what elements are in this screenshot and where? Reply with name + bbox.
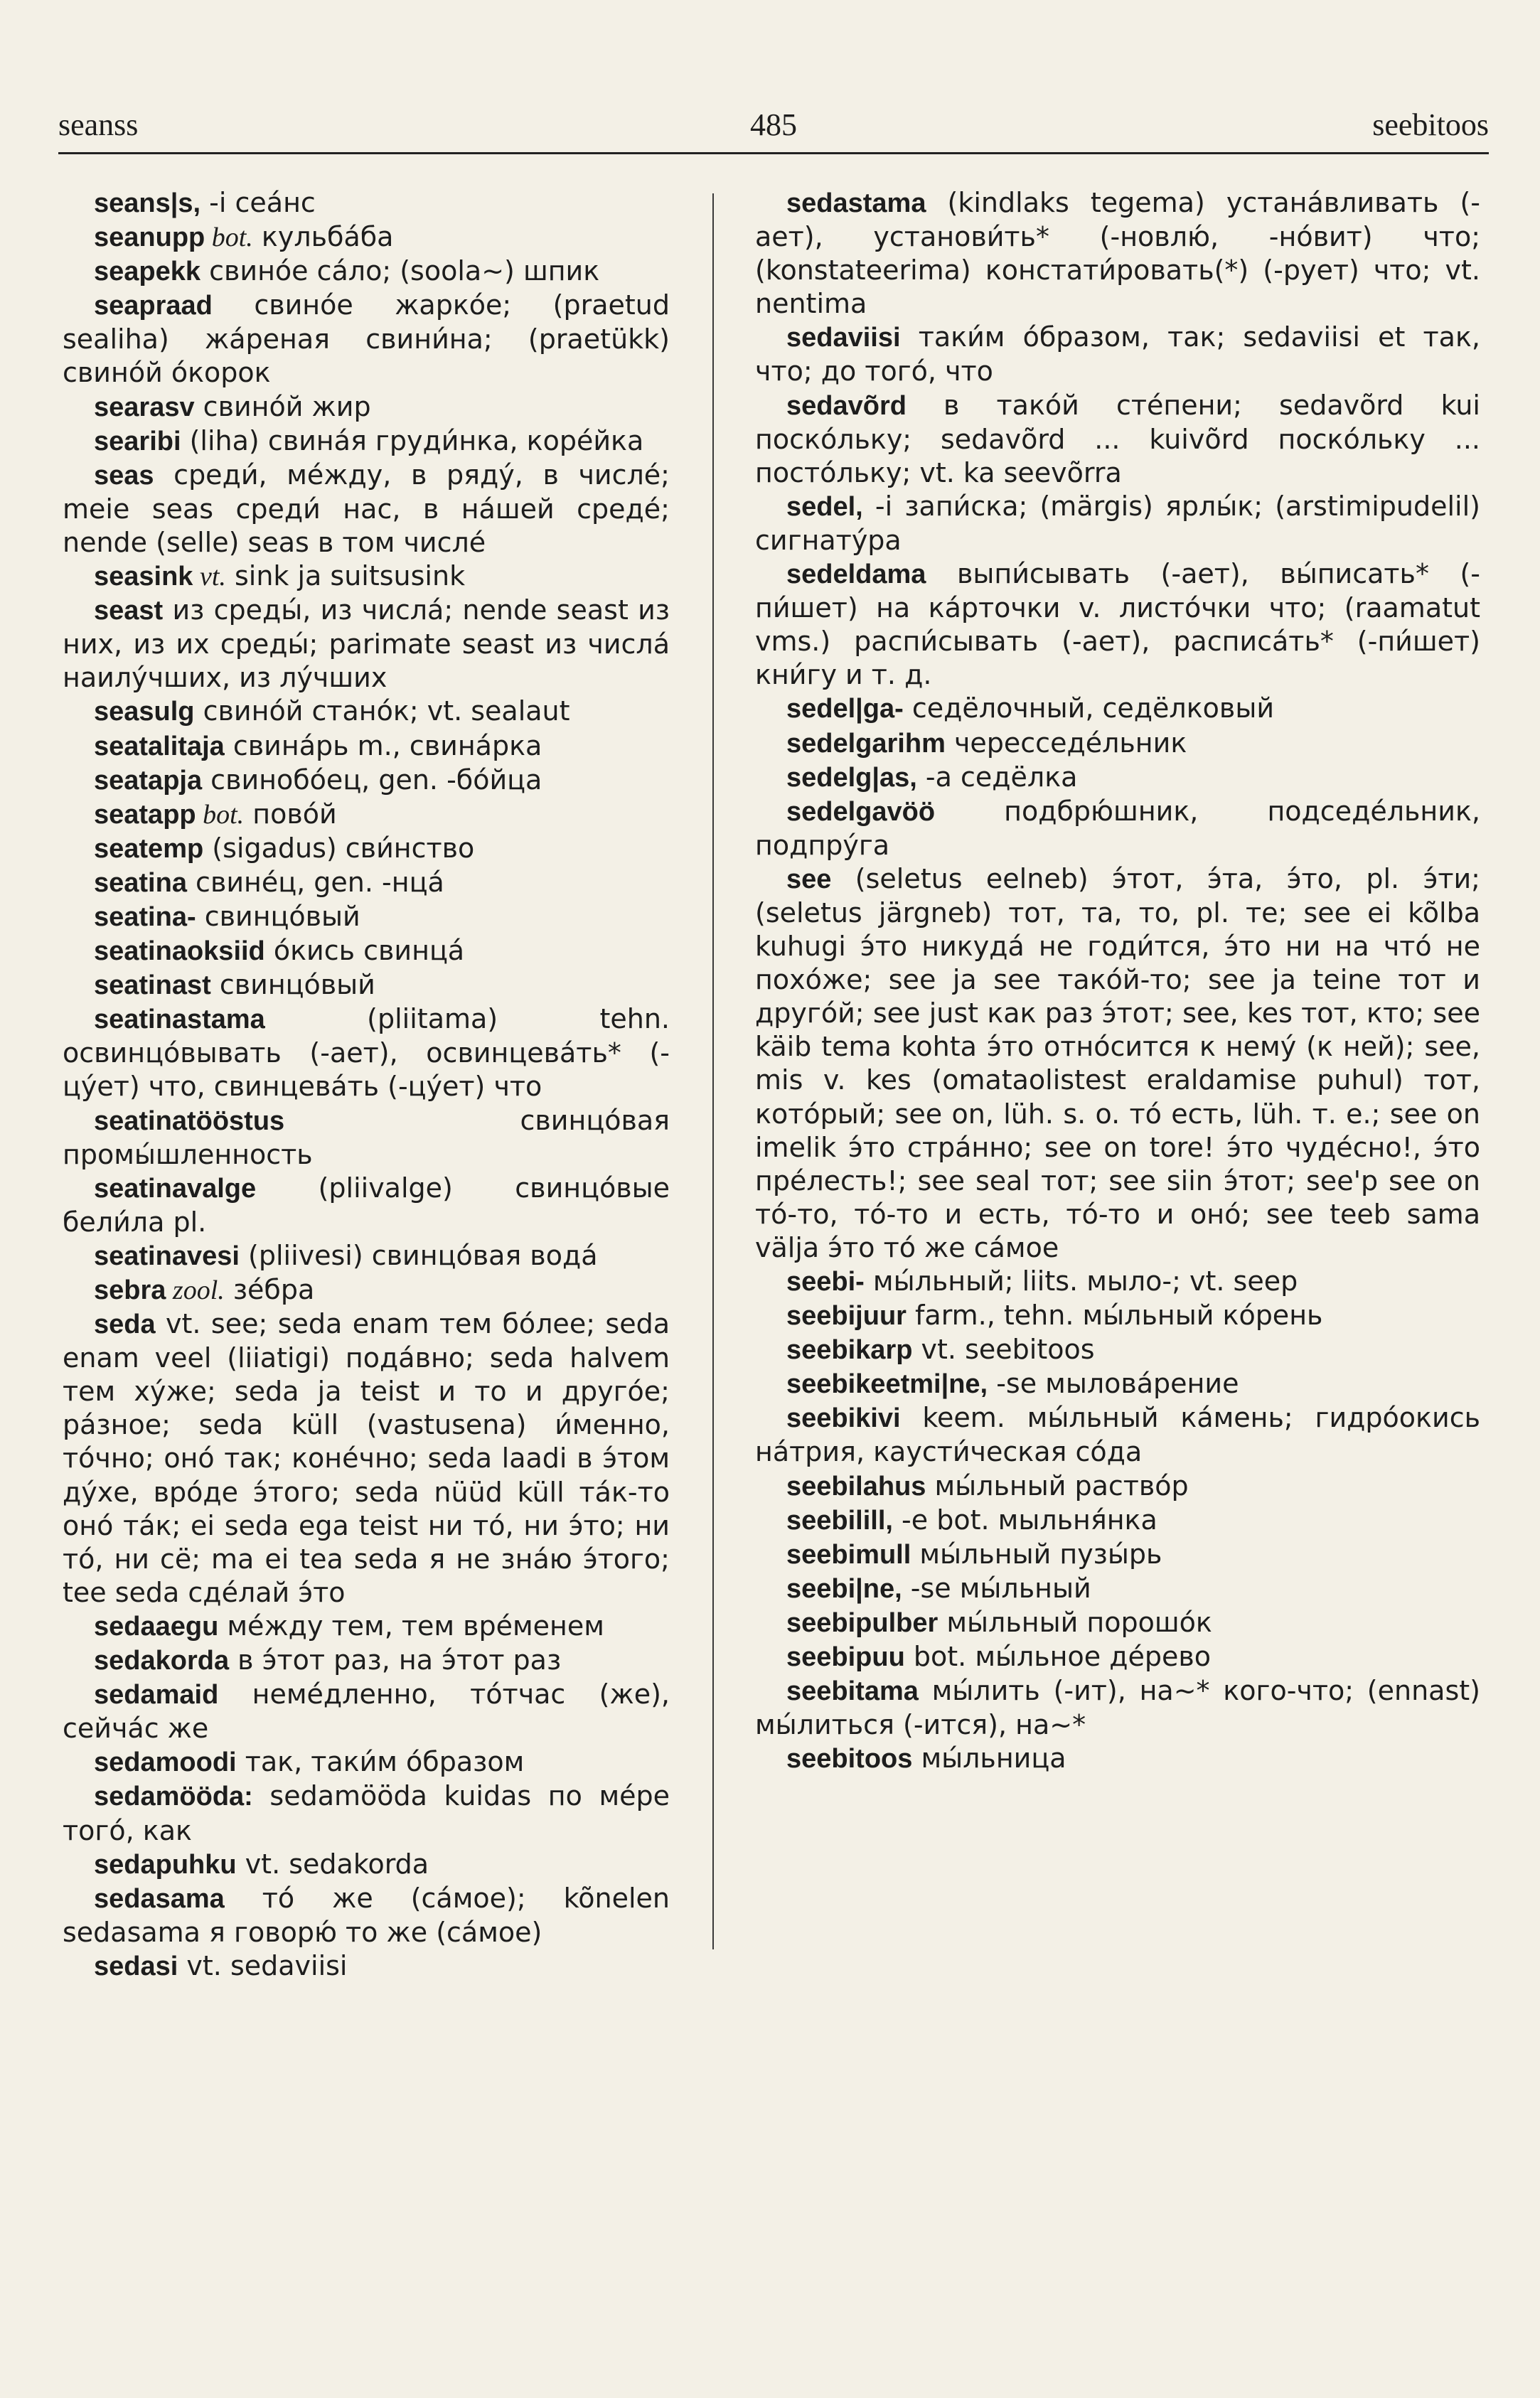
dictionary-entry xyxy=(63,220,670,255)
dictionary-entry xyxy=(63,1104,670,1172)
entry-headword: sedasi xyxy=(94,1951,178,1981)
dictionary-entry xyxy=(63,1002,670,1103)
dictionary-entry xyxy=(755,692,1480,726)
dictionary-entry xyxy=(755,321,1480,388)
entry-definition: свино́е жарко́е; (praetud sealiha) жа́реная свини́на; (praetükk) свино́й о́корок xyxy=(63,289,670,389)
dictionary-entry xyxy=(63,1273,670,1307)
entry-headword: seatina- xyxy=(94,901,196,932)
entry-headword: seebi|ne, xyxy=(786,1573,902,1604)
dictionary-entry xyxy=(63,1172,670,1239)
entry-definition: (pliivalge) свинцо́вые бели́ла pl. xyxy=(63,1172,670,1238)
entry-definition: свинцо́вая промы́шленность xyxy=(63,1104,670,1170)
entry-definition: (pliivesi) свинцо́вая вода́ xyxy=(239,1239,598,1271)
dictionary-entry xyxy=(755,1299,1480,1333)
entry-definition: keem. мы́льный ка́мень; гидро́окись на́трия, каусти́ческая со́да xyxy=(755,1402,1480,1468)
dictionary-entry xyxy=(63,1239,670,1273)
entry-headword: seatapp xyxy=(94,799,196,830)
entry-definition: ме́жду тем, тем вре́менем xyxy=(218,1610,604,1642)
entry-headword: seatapja xyxy=(94,765,203,796)
entry-definition: -i сеа́нс xyxy=(200,187,316,218)
entry-headword: seebikivi xyxy=(786,1403,901,1434)
entry-definition: мы́льный пузы́рь xyxy=(911,1538,1162,1570)
entry-headword: seatinastama xyxy=(94,1005,265,1035)
dictionary-entry xyxy=(755,795,1480,862)
dictionary-entry xyxy=(63,390,670,424)
entry-headword: seda xyxy=(94,1310,156,1340)
entry-definition: мы́льница xyxy=(912,1743,1066,1775)
entry-headword: sedamööda: xyxy=(94,1782,253,1812)
entry-definition: -e bot. мыльня́нка xyxy=(892,1504,1157,1536)
entry-definition: (kindlaks tegema) устана́вливать (-ает), установи́ть* (-новлю́, -но́вит) что; (konstateerima) констати́ровать(*) (-рует) что; vt. nentima xyxy=(755,187,1480,320)
entry-definition: -a седёлка xyxy=(916,761,1078,793)
entry-definition: (pliitama) tehn. освинцо́вывать (-ает), освинцева́ть* (-цу́ет) что, свинцева́ть (-цу́ет) что xyxy=(63,1003,670,1103)
entry-definition: выпи́сывать (-ает), вы́писать* (-пи́шет) на ка́рточки v. листо́чки что; (raamatut vms.) распи́сывать (-ает), расписа́ть* (-пи́шет) кни́гу и т. д. xyxy=(755,558,1480,691)
entry-headword: seatinavesi xyxy=(94,1241,240,1271)
dictionary-entry xyxy=(63,934,670,968)
dictionary-entry xyxy=(63,186,670,220)
entry-definition: мы́льный порошо́к xyxy=(938,1606,1212,1638)
dictionary-entry xyxy=(63,729,670,764)
entry-definition: свина́рь m., свина́рка xyxy=(224,729,542,761)
entry-definition: таки́м о́бразом, так; sedaviisi et так, что; до того́, что xyxy=(755,321,1480,387)
dictionary-entry xyxy=(63,695,670,729)
dictionary-entry xyxy=(63,289,670,390)
dictionary-entry xyxy=(755,1742,1480,1776)
entry-headword: searibi xyxy=(94,426,181,456)
dictionary-entry xyxy=(63,832,670,866)
left-column xyxy=(63,186,670,1984)
dictionary-entry xyxy=(63,255,670,289)
entry-definition: зе́бра xyxy=(224,1274,315,1305)
dictionary-entry xyxy=(755,186,1480,321)
entry-definition: sedamööda kuidas по ме́ре того́, как xyxy=(63,1780,670,1846)
dictionary-entry xyxy=(63,1949,670,1984)
entry-headword: seebimull xyxy=(786,1539,911,1570)
dictionary-entry xyxy=(63,1610,670,1644)
entry-definition: (seletus eelneb) э́тот, э́та, э́то, pl. э́ти; (seletus järgneb) тот, та, то, pl. те; see ei kõlba kuhugi э́то никуда́ не годи́тся, э́то ни на что́ не похо́же; see ja see тако́й-то; see ja teine тот и друго́й; see just как раз э́тот; see, kes тот, кто; see käib tema kohta э́то отно́сится к нему́ (к ней); see, mis v. kes (omataolistest eraldamise puhul) тот, кото́рый; see on, lüh. s. o. то́ есть, lüh. т. е.; see on imelik э́то стра́нно; see on tore! э́то чуде́сно!, э́то пре́лесть!; see seal тот; see siin э́тот; see'p see on то́-то, то́-то и есть, то́-то и оно́; see teeb sama välja э́то то́ же са́мое xyxy=(755,862,1480,1263)
entry-headword: seebitoos xyxy=(786,1744,913,1775)
dictionary-entry xyxy=(63,900,670,934)
entry-headword: sedeldama xyxy=(786,560,926,590)
entry-headword: sedavõrd xyxy=(786,390,907,421)
entry-headword: seatalitaja xyxy=(94,731,225,761)
entry-headword: seebilill, xyxy=(786,1505,893,1536)
entry-headword: seasulg xyxy=(94,697,195,727)
entry-definition: vt. see; seda enam тем бо́лее; seda enam veel (liiatigi) пода́вно; seda halvem тем ху́же; seda ja teist и то и друго́е; ра́зное; seda küll (vastusena) и́менно, то́чно; оно́ так; коне́чно; seda laadi в э́том ду́хе, вро́де э́того; seda nüüd küll та́к-то оно́ та́к; ei seda ega teist ни то́, ни э́то; ни то́, ни сё; ma ei tea seda я не зна́ю э́того; tee seda сде́лай э́то xyxy=(63,1308,670,1608)
entry-headword: seanupp xyxy=(94,223,205,253)
entry-headword: sebra xyxy=(94,1275,166,1305)
entry-definition: мы́лить (-ит), на~* кого-что; (ennast) мы́литься (-ится), на~* xyxy=(755,1675,1480,1741)
dictionary-entry xyxy=(63,1779,670,1847)
dictionary-entry xyxy=(63,560,670,594)
entry-definition: sink ja suitsusink xyxy=(225,560,466,592)
entry-definition: пово́й xyxy=(244,798,337,830)
entry-headword: seebitama xyxy=(786,1676,919,1707)
entry-headword: sedapuhku xyxy=(94,1849,237,1880)
entry-headword: seapekk xyxy=(94,257,201,287)
dictionary-entry xyxy=(63,798,670,832)
entry-headword: sedelgarihm xyxy=(786,728,946,759)
entry-headword: seebikeetmi|ne, xyxy=(786,1369,988,1400)
entry-definition: седёлочный, седёлковый xyxy=(903,692,1275,724)
entry-headword: seas xyxy=(94,460,154,491)
dictionary-entry xyxy=(755,727,1480,761)
dictionary-entry xyxy=(755,490,1480,557)
entry-definition: так, таки́м о́бразом xyxy=(236,1746,525,1778)
entry-headword: sedelgavöö xyxy=(786,796,936,827)
dictionary-entry xyxy=(63,1644,670,1678)
entry-headword: seans|s, xyxy=(94,188,201,218)
entry-headword: seast xyxy=(94,596,164,626)
entry-definition: о́кись свинца́ xyxy=(264,935,465,967)
entry-definition: farm., tehn. мы́льный ко́рень xyxy=(906,1300,1323,1332)
entry-definition: (sigadus) сви́нство xyxy=(203,832,475,864)
entry-definition: свино́е са́ло; (soola~) шпик xyxy=(200,255,600,287)
entry-headword: seatinatööstus xyxy=(94,1106,285,1136)
entry-definition: свинобо́ец, gen. -бо́йца xyxy=(202,764,542,796)
entry-definition: среди́, ме́жду, в ряду́, в числе́; meie seas среди́ нас, в на́шей среде́; nende (selle) seas в том числе́ xyxy=(63,459,670,558)
entry-headword: seatinast xyxy=(94,970,211,1001)
header-left-guideword: seanss xyxy=(58,107,139,142)
dictionary-entry xyxy=(755,1401,1480,1469)
entry-headword: sedel|ga- xyxy=(786,694,904,724)
dictionary-entry xyxy=(755,1572,1480,1606)
dictionary-entry xyxy=(755,1640,1480,1674)
entry-label: bot. xyxy=(205,223,253,253)
entry-headword: sedakorda xyxy=(94,1646,230,1676)
entry-headword: seatemp xyxy=(94,833,204,864)
entry-headword: sedelg|as, xyxy=(786,762,917,793)
entry-definition: bot. мы́льное де́рево xyxy=(904,1641,1212,1673)
entry-headword: seatinavalge xyxy=(94,1173,257,1204)
dictionary-entry xyxy=(63,968,670,1002)
entry-headword: sedastama xyxy=(786,188,926,218)
dictionary-entry xyxy=(755,1606,1480,1640)
entry-definition: (liha) свина́я груди́нка, коре́йка xyxy=(181,424,644,456)
entry-headword: searasv xyxy=(94,392,195,422)
entry-definition: подбрю́шник, подседе́льник, подпру́га xyxy=(755,795,1480,861)
dictionary-entry xyxy=(755,1504,1480,1538)
entry-definition: мы́льный раство́р xyxy=(926,1470,1189,1502)
entry-headword: seasink xyxy=(94,562,193,592)
entry-definition: vt. sedakorda xyxy=(236,1848,429,1880)
right-column xyxy=(755,186,1480,1776)
dictionary-entry xyxy=(755,1367,1480,1401)
entry-definition: свинцо́вый xyxy=(210,969,375,1001)
entry-label: bot. xyxy=(196,799,245,830)
entry-headword: see xyxy=(786,864,832,894)
entry-label: vt. xyxy=(193,562,226,592)
entry-headword: seebipulber xyxy=(786,1607,939,1638)
entry-headword: seebipuu xyxy=(786,1642,905,1673)
entry-headword: seatinaoksiid xyxy=(94,936,265,967)
entry-headword: seebikarp xyxy=(786,1335,913,1366)
dictionary-entry xyxy=(63,594,670,695)
entry-definition: то́ же (са́мое); kõnelen sedasama я говорю́ то же (са́мое) xyxy=(63,1882,670,1948)
entry-headword: seebi- xyxy=(786,1267,865,1297)
entry-definition: свино́й стано́к; vt. sealaut xyxy=(194,695,570,727)
entry-definition: неме́дленно, то́тчас (же), сейча́с же xyxy=(63,1679,670,1745)
entry-definition: vt. sedaviisi xyxy=(178,1949,348,1981)
entry-definition: свине́ц, gen. -нца́ xyxy=(186,866,444,898)
dictionary-entry xyxy=(755,557,1480,692)
entry-headword: sedel, xyxy=(786,491,863,522)
entry-label: zool. xyxy=(166,1275,225,1305)
entry-headword: seebilahus xyxy=(786,1471,926,1502)
dictionary-entry xyxy=(63,866,670,900)
entry-headword: sedaaegu xyxy=(94,1611,219,1642)
entry-headword: seatina xyxy=(94,867,187,898)
dictionary-entry xyxy=(755,389,1480,490)
header-rule xyxy=(58,152,1489,154)
page-number: 485 xyxy=(750,107,797,142)
column-divider xyxy=(712,193,714,1949)
dictionary-entry xyxy=(63,1848,670,1882)
entry-definition: чересседе́льник xyxy=(945,727,1187,759)
entry-headword: seapraad xyxy=(94,291,213,321)
entry-definition: мы́льный; liits. мыло-; vt. seep xyxy=(864,1265,1298,1297)
entry-definition: из среды́, из числа́; nende seast из них, из их среды́; parimate seast из числа́ наилу́чших, из лу́чших xyxy=(63,594,670,694)
entry-definition: свинцо́вый xyxy=(196,900,360,932)
page-header xyxy=(58,100,1489,156)
entry-definition: -se мылова́рение xyxy=(988,1368,1239,1400)
dictionary-entry xyxy=(63,1678,670,1745)
dictionary-entry xyxy=(755,1470,1480,1504)
entry-definition: -i запи́ска; (märgis) ярлы́к; (arstimipudelil) сигнату́ра xyxy=(755,490,1480,556)
dictionary-entry xyxy=(755,761,1480,795)
dictionary-entry xyxy=(63,1882,670,1949)
entry-headword: seebijuur xyxy=(786,1301,907,1332)
entry-definition: свино́й жир xyxy=(194,390,371,422)
dictionary-entry xyxy=(63,1307,670,1610)
entry-headword: sedamoodi xyxy=(94,1747,237,1778)
dictionary-entry xyxy=(63,459,670,560)
entry-definition: в тако́й сте́пени; sedavõrd kui поско́льку; sedavõrd ... kuivõrd поско́льку ... посто́льку; vt. ka seevõrra xyxy=(755,389,1480,488)
entry-definition: vt. seebitoos xyxy=(912,1334,1095,1366)
dictionary-entry xyxy=(63,764,670,798)
dictionary-entry xyxy=(755,1538,1480,1572)
entry-definition: в э́тот раз, на э́тот раз xyxy=(229,1644,562,1676)
dictionary-entry xyxy=(755,862,1480,1265)
entry-headword: sedaviisi xyxy=(786,323,901,353)
entry-definition: кульба́ба xyxy=(252,221,394,253)
dictionary-entry xyxy=(755,1674,1480,1742)
entry-definition: -se мы́льный xyxy=(902,1572,1091,1604)
dictionary-entry xyxy=(755,1333,1480,1367)
dictionary-entry xyxy=(63,424,670,459)
entry-headword: sedamaid xyxy=(94,1680,219,1711)
header-right-guideword: seebitoos xyxy=(1372,107,1489,142)
entry-headword: sedasama xyxy=(94,1883,225,1914)
dictionary-entry xyxy=(63,1745,670,1779)
dictionary-entry xyxy=(755,1265,1480,1299)
